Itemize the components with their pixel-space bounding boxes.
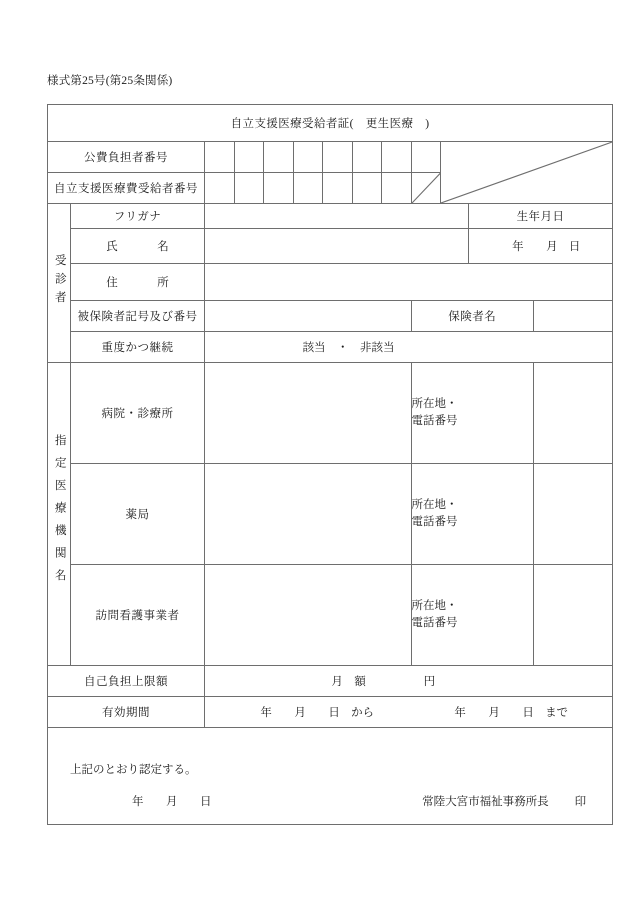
- address-label-line2: 電話番号: [411, 516, 458, 528]
- institution-homecare-name-input[interactable]: [205, 565, 412, 666]
- recipient-number-cell[interactable]: [264, 173, 294, 204]
- birthdate-label: 生年月日: [469, 204, 613, 229]
- certification-date-day: 日: [200, 796, 212, 808]
- currency-label: 円: [423, 676, 436, 688]
- recipient-number-cell[interactable]: [382, 173, 412, 204]
- certification-statement: 上記のとおり認定する。: [70, 764, 197, 776]
- furigana-input[interactable]: [205, 204, 469, 229]
- public-expense-number-label: 公費負担者番号: [48, 142, 205, 173]
- monthly-amount-label: 月 額: [331, 676, 366, 688]
- certification-date-year: 年: [132, 796, 144, 808]
- certification-row: [48, 728, 613, 825]
- public-expense-number-cell[interactable]: [264, 142, 294, 173]
- validity-from-day: 日: [328, 707, 340, 719]
- self-pay-limit-row: [48, 666, 613, 697]
- institution-side-label: [48, 363, 71, 666]
- furigana-label: フリガナ: [71, 204, 205, 229]
- institution-pharmacy-address-input[interactable]: [534, 464, 613, 565]
- name-label: 氏 名: [71, 229, 205, 264]
- address-input[interactable]: [205, 264, 613, 301]
- severe-continuous-options[interactable]: 該当 ・ 非該当: [205, 332, 613, 363]
- institution-hospital-name-input[interactable]: [205, 363, 412, 464]
- address-label: 住 所: [71, 264, 205, 301]
- seal-label: 印: [574, 796, 587, 808]
- public-expense-number-cell[interactable]: [382, 142, 412, 173]
- severe-continuous-row: [48, 332, 613, 363]
- certification-issuer-line: [422, 793, 586, 809]
- institution-homecare-address-label: [411, 565, 534, 666]
- validity-to-month: 月: [488, 707, 500, 719]
- title-row: [48, 105, 613, 142]
- institution-hospital-row: [48, 363, 613, 464]
- birthdate-year-label: 年: [512, 241, 524, 253]
- recipient-side-label: [48, 204, 71, 363]
- validity-from-suffix: から: [351, 707, 375, 719]
- public-expense-number-cell[interactable]: [411, 142, 441, 173]
- institution-hospital-address-label: [411, 363, 534, 464]
- recipient-number-cell[interactable]: [234, 173, 264, 204]
- public-expense-number-cell[interactable]: [323, 142, 353, 173]
- insurer-name-label: 保険者名: [411, 301, 534, 332]
- validity-to-suffix: まで: [545, 707, 569, 719]
- furigana-row: [48, 204, 613, 229]
- institution-homecare-address-input[interactable]: [534, 565, 613, 666]
- address-label-line2: 電話番号: [411, 617, 458, 629]
- validity-to-year: 年: [454, 707, 466, 719]
- recipient-number-cell[interactable]: [352, 173, 382, 204]
- institution-pharmacy-address-label: [411, 464, 534, 565]
- institution-side-label-text: 指定医療機関名: [53, 433, 66, 592]
- certification-block: [48, 728, 613, 825]
- certification-issuer: 常陸大宮市福祉事務所長: [422, 796, 549, 808]
- certificate-table: [47, 104, 613, 825]
- public-expense-number-row: [48, 142, 613, 173]
- certification-date-month: 月: [166, 796, 178, 808]
- self-pay-limit-label: 自己負担上限額: [48, 666, 205, 697]
- recipient-number-cell-struck: [411, 173, 441, 204]
- public-expense-number-cell[interactable]: [352, 142, 382, 173]
- insurer-name-input[interactable]: [534, 301, 613, 332]
- validity-period-label: 有効期間: [48, 697, 205, 728]
- address-label-line1: 所在地・: [411, 600, 458, 613]
- birthdate-month-label: 月: [546, 241, 558, 253]
- institution-pharmacy-row: [48, 464, 613, 565]
- validity-to-day: 日: [522, 707, 534, 719]
- institution-hospital-label: 病院・診療所: [71, 363, 205, 464]
- recipient-number-cell[interactable]: [205, 173, 235, 204]
- recipient-number-cell[interactable]: [323, 173, 353, 204]
- address-label-line1: 所在地・: [411, 499, 458, 512]
- institution-homecare-label: 訪問看護事業者: [71, 565, 205, 666]
- number-section-blank-diagonal: [441, 142, 613, 204]
- severe-continuous-label: 重度かつ継続: [71, 332, 205, 363]
- name-input[interactable]: [205, 229, 469, 264]
- recipient-side-label-text: 受診者: [53, 253, 66, 310]
- insured-symbol-input[interactable]: [205, 301, 412, 332]
- birthdate-input[interactable]: [469, 229, 613, 264]
- institution-hospital-address-input[interactable]: [534, 363, 613, 464]
- institution-pharmacy-name-input[interactable]: [205, 464, 412, 565]
- public-expense-number-cell[interactable]: [293, 142, 323, 173]
- insured-symbol-label: 被保険者記号及び番号: [71, 301, 205, 332]
- validity-period-row: [48, 697, 613, 728]
- insurance-row: [48, 301, 613, 332]
- address-label-line1: 所在地・: [411, 398, 458, 411]
- address-row: [48, 264, 613, 301]
- document-title: 自立支援医療受給者証( 更生医療 ): [48, 105, 613, 142]
- recipient-number-cell[interactable]: [293, 173, 323, 204]
- validity-from-month: 月: [294, 707, 306, 719]
- validity-from-year: 年: [260, 707, 272, 719]
- institution-pharmacy-label: 薬局: [71, 464, 205, 565]
- address-label-line2: 電話番号: [411, 415, 458, 427]
- certification-date[interactable]: [132, 793, 212, 809]
- form-number-caption: 様式第25号(第25条関係): [47, 75, 173, 87]
- public-expense-number-cell[interactable]: [234, 142, 264, 173]
- institution-homecare-row: [48, 565, 613, 666]
- public-expense-number-cell[interactable]: [205, 142, 235, 173]
- birthdate-day-label: 日: [568, 241, 581, 253]
- recipient-number-label: 自立支援医療費受給者番号: [48, 173, 205, 204]
- self-pay-limit-input[interactable]: [205, 666, 613, 697]
- validity-period-input[interactable]: [205, 697, 613, 728]
- name-row: [48, 229, 613, 264]
